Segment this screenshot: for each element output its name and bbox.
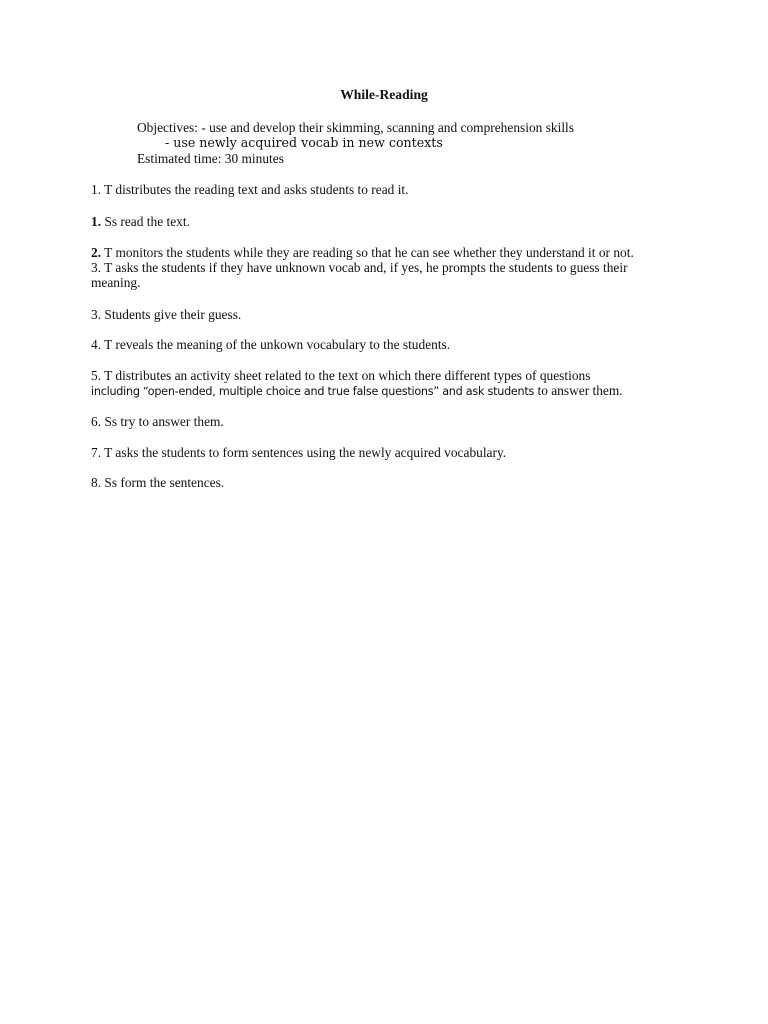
- step-item: [91, 368, 681, 399]
- step-text: 7. T asks the students to form sentences using the newly acquired vocabulary.: [91, 445, 507, 460]
- step-body-sans: including “open-ended, multiple choice and true false questions” and ask students: [91, 385, 535, 398]
- step-text: meaning.: [91, 275, 141, 290]
- step-text: [91, 383, 681, 399]
- step-item: [91, 475, 681, 490]
- step-text: [91, 214, 681, 229]
- step-text: 6. Ss try to answer them.: [91, 414, 224, 429]
- step-body: T monitors the students while they are reading so that he can see whether they understand it or not.: [101, 245, 634, 260]
- objectives-line: Objectives: - use and develop their skimming, scanning and comprehension skills: [137, 120, 574, 135]
- estimated-time: Estimated time: 30 minutes: [137, 151, 284, 166]
- step-body: to answer them.: [534, 383, 623, 398]
- step-item: [91, 214, 681, 229]
- step-item: [91, 445, 681, 460]
- step-text: 5. T distributes an activity sheet related to the text on which there different types of questions: [91, 368, 591, 383]
- step-item: [91, 414, 681, 429]
- step-item: [91, 245, 681, 290]
- step-text: 3. T asks the students if they have unknown vocab and, if yes, he prompts the students to guess their: [91, 260, 628, 275]
- step-text: 1. T distributes the reading text and asks students to read it.: [91, 182, 409, 197]
- objectives-block: [137, 120, 737, 166]
- step-text: [91, 245, 681, 260]
- step-text: 8. Ss form the sentences.: [91, 475, 225, 490]
- step-number: 2.: [91, 245, 102, 260]
- page-title: While-Reading: [340, 87, 428, 102]
- step-item: [91, 182, 681, 197]
- step-text: 3. Students give their guess.: [91, 307, 242, 322]
- objectives-sub-line: - use newly acquired vocab in new contexts: [165, 135, 443, 150]
- step-item: [91, 337, 681, 352]
- step-item: [91, 307, 681, 322]
- step-text: 4. T reveals the meaning of the unkown vocabulary to the students.: [91, 337, 451, 352]
- step-number: 1.: [91, 214, 102, 229]
- step-body: Ss read the text.: [101, 214, 190, 229]
